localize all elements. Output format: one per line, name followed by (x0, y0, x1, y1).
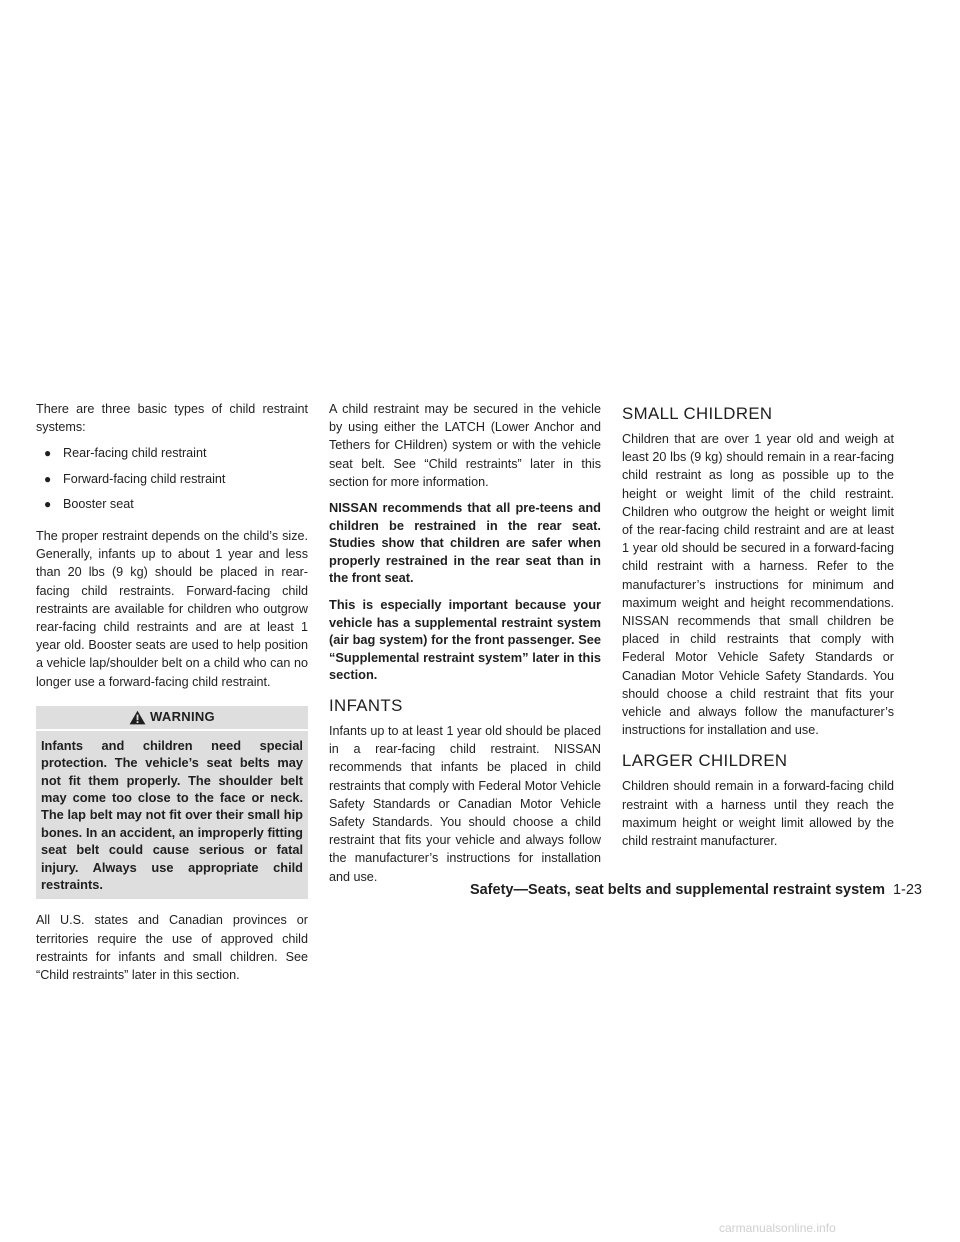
airbag-note: This is especially important because your vehicle has a supplemental restraint system (air bag system) for the front passenger. See “Supplemental restraint system” later in this section. (329, 596, 601, 683)
warning-text: Infants and children need special protection. The vehicle’s seat belts may not fit them properly. The shoulder belt may come too close to the face or neck. The lap belt may not fit over their small hip bones. In an accident, an improperly fitting seat belt could cause serious or fatal injury. Always use appropriate child restraints. (41, 737, 303, 892)
list-item: ● Booster seat (36, 495, 308, 521)
bullet-icon: ● (44, 471, 52, 486)
column-middle (329, 400, 601, 894)
latch-paragraph: A child restraint may be secured in the vehicle by using either the LATCH (Lower Anchor and Tethers for CHildren) system or with the vehicle seat belt. See “Child restraints” later in this section for more information. (329, 402, 601, 489)
bullet-icon: ● (44, 497, 52, 512)
restraint-types-list (36, 444, 308, 521)
intro-text: There are three basic types of child restraint systems: (36, 402, 308, 435)
page-number: 1-23 (892, 882, 922, 898)
page-footer (470, 882, 922, 898)
section-title: Safety—Seats, seat belts and supplemental restraint system (469, 882, 885, 898)
small-children-heading: SMALL CHILDREN (622, 404, 773, 423)
list-item: ● Rear-facing child restraint (36, 444, 308, 470)
rear-seat-recommendation: NISSAN recommends that all pre-teens and children be restrained in the rear seat. Studies show that children are safer when properly restrained in the rear seat than in the front seat. (329, 500, 601, 586)
infants-paragraph: Infants up to at least 1 year old should be placed in a rear-facing child restraint. NISSAN recommends that infants be placed in child restraints that comply with Federal Motor Vehicle Safety Standards or Canadian Motor Vehicle Safety Standards. You should choose a child restraint that fits your vehicle and always follow the manufacturer’s instructions for installation and use. (329, 723, 601, 884)
column-left (36, 400, 308, 992)
list-item: ● Forward-facing child restraint (36, 470, 308, 496)
state-requirements-paragraph: All U.S. states and Canadian provinces or territories require the use of approved child restraints for infants and small children. See “Child restraints” later in this section. (36, 913, 308, 982)
larger-children-heading: LARGER CHILDREN (622, 751, 788, 771)
warning-header (36, 706, 308, 731)
infants-heading: INFANTS (329, 695, 403, 715)
warning-title: WARNING (150, 709, 215, 725)
bullet-icon: ● (44, 446, 52, 461)
warning-box (36, 706, 308, 900)
small-children-paragraph: Children that are over 1 year old and weigh at least 20 lbs (9 kg) should remain in a rear-facing child restraint as long as possible up to the height or weight limit of the child restraint. Children who outgrow the height or weight limit of the rear-facing child restraint and are at least 1 year old should be secured in a forward-facing child restraint with a harness. Refer to the manufacturer’s instructions for minimum and maximum weight and height recommendations. NISSAN recommends that small children be placed in child restraints that comply with Federal Motor Vehicle Safety Standards or Canadian Motor Vehicle Safety Standards. You should choose a child restraint that fits your vehicle and always follow the manufacturer’s instructions for installation and use. (622, 432, 894, 738)
column-right (622, 404, 894, 858)
restraint-size-paragraph: The proper restraint depends on the child’s size. Generally, infants up to about 1 year and less than 20 lbs (9 kg) should be placed in rear-facing child restraints. Forward-facing child restraints are available for children who outgrow rear-facing child restraints and are at least 1 year old. Booster seats are used to help position a vehicle lap/shoulder belt on a child who can no longer use a forward-facing child restraint. (36, 528, 308, 689)
warning-triangle-icon (129, 710, 146, 725)
larger-children-paragraph: Children should remain in a forward-facing child restraint with a harness until they reach the maximum height or weight limit allowed by the child restraint manufacturer. (622, 779, 894, 849)
watermark: carmanualsonline.info (719, 1221, 836, 1235)
